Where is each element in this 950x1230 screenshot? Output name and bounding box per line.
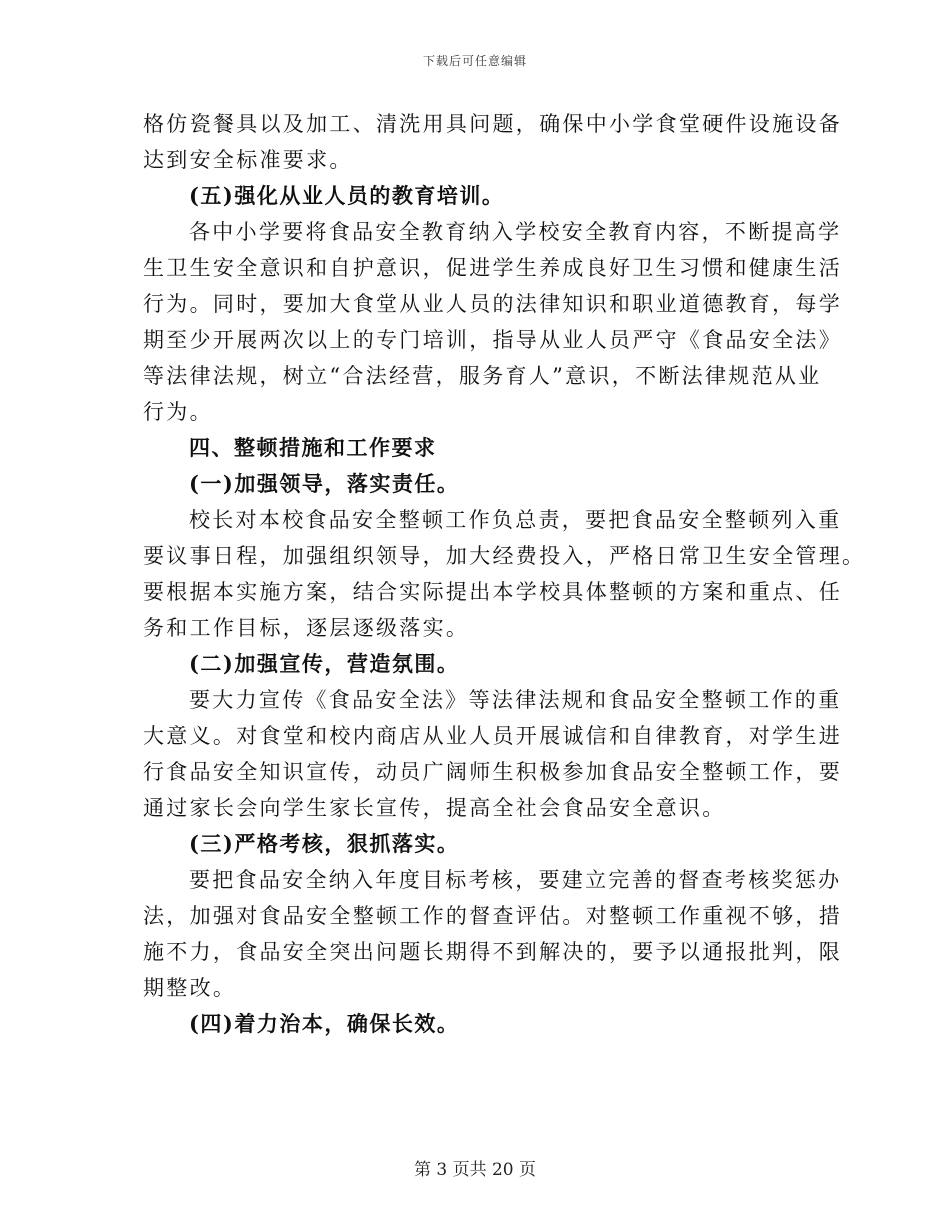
text-line: 各中小学要将食品安全教育纳入学校安全教育内容，不断提高学: [189, 220, 842, 244]
paragraph-training: [143, 214, 842, 430]
text-line: 要把食品安全纳入年度目标考核，要建立完善的督查考核奖惩办: [189, 868, 842, 892]
text-line: 要根据本实施方案，结合实际提出本学校具体整顿的方案和重点、任: [143, 580, 842, 604]
section-heading-1: (一)加强领导，落实责任。: [189, 471, 460, 496]
text-line: 行食品安全知识宣传，动员广阔师生积极参加食品安全整顿工作，要: [143, 760, 842, 784]
text-line: 行为。: [143, 400, 213, 424]
paragraph-assessment: [143, 862, 842, 1006]
section-heading-3: (三)严格考核，狠抓落实。: [189, 831, 460, 856]
text-line: 期至少开展两次以上的专门培训，指导从业人员严守《食品安全法》: [143, 328, 842, 352]
text-line: 期整改。: [143, 976, 237, 1000]
text-line: 生卫生安全意识和自护意识，促进学生养成良好卫生习惯和健康生活: [143, 256, 842, 280]
text-line: 格仿瓷餐具以及加工、清洗用具问题，确保中小学食堂硬件设施设备: [143, 112, 842, 136]
text-line: 达到安全标准要求。: [143, 148, 353, 172]
text-line: 校长对本校食品安全整顿工作负总责，要把食品安全整顿列入重: [189, 508, 842, 532]
text-line: 要议事日程，加强组织领导，加大经费投入，严格日常卫生安全管理。: [143, 544, 866, 568]
paragraph-continuation: [143, 106, 842, 178]
document-body: [143, 106, 866, 1042]
section-heading-4: (四)着力治本，确保长效。: [189, 1011, 460, 1036]
text-line: 大意义。对食堂和校内商店从业人员开展诚信和自律教育，对学生进: [143, 724, 842, 748]
paragraph-leadership: [143, 502, 866, 646]
text-line: 务和工作目标，逐层逐级落实。: [143, 616, 470, 640]
section-heading-5: (五)强化从业人员的教育培训。: [189, 183, 505, 208]
text-line: 法，加强对食品安全整顿工作的督查评估。对整顿工作重视不够，措: [143, 904, 842, 928]
page-footer: 第 3 页共 20 页: [413, 1160, 537, 1180]
text-line: 行为。同时，要加大食堂从业人员的法律知识和职业道德教育，每学: [143, 292, 842, 316]
section-heading-2: (二)加强宣传，营造氛围。: [189, 651, 460, 676]
chapter-heading-4: 四、整顿措施和工作要求: [189, 435, 437, 460]
text-line: 施不力，食品安全突出问题长期得不到解决的，要予以通报批判，限: [143, 940, 842, 964]
paragraph-publicity: [143, 682, 842, 826]
text-line: 通过家长会向学生家长宣传，提高全社会食品安全意识。: [143, 796, 726, 820]
page-header: 下载后可任意编辑: [422, 54, 527, 68]
text-line: 等法律法规，树立“合法经营，服务育人”意识，不断法律规范从业: [143, 364, 822, 388]
text-line: 要大力宣传《食品安全法》等法律法规和食品安全整顿工作的重: [189, 688, 842, 712]
